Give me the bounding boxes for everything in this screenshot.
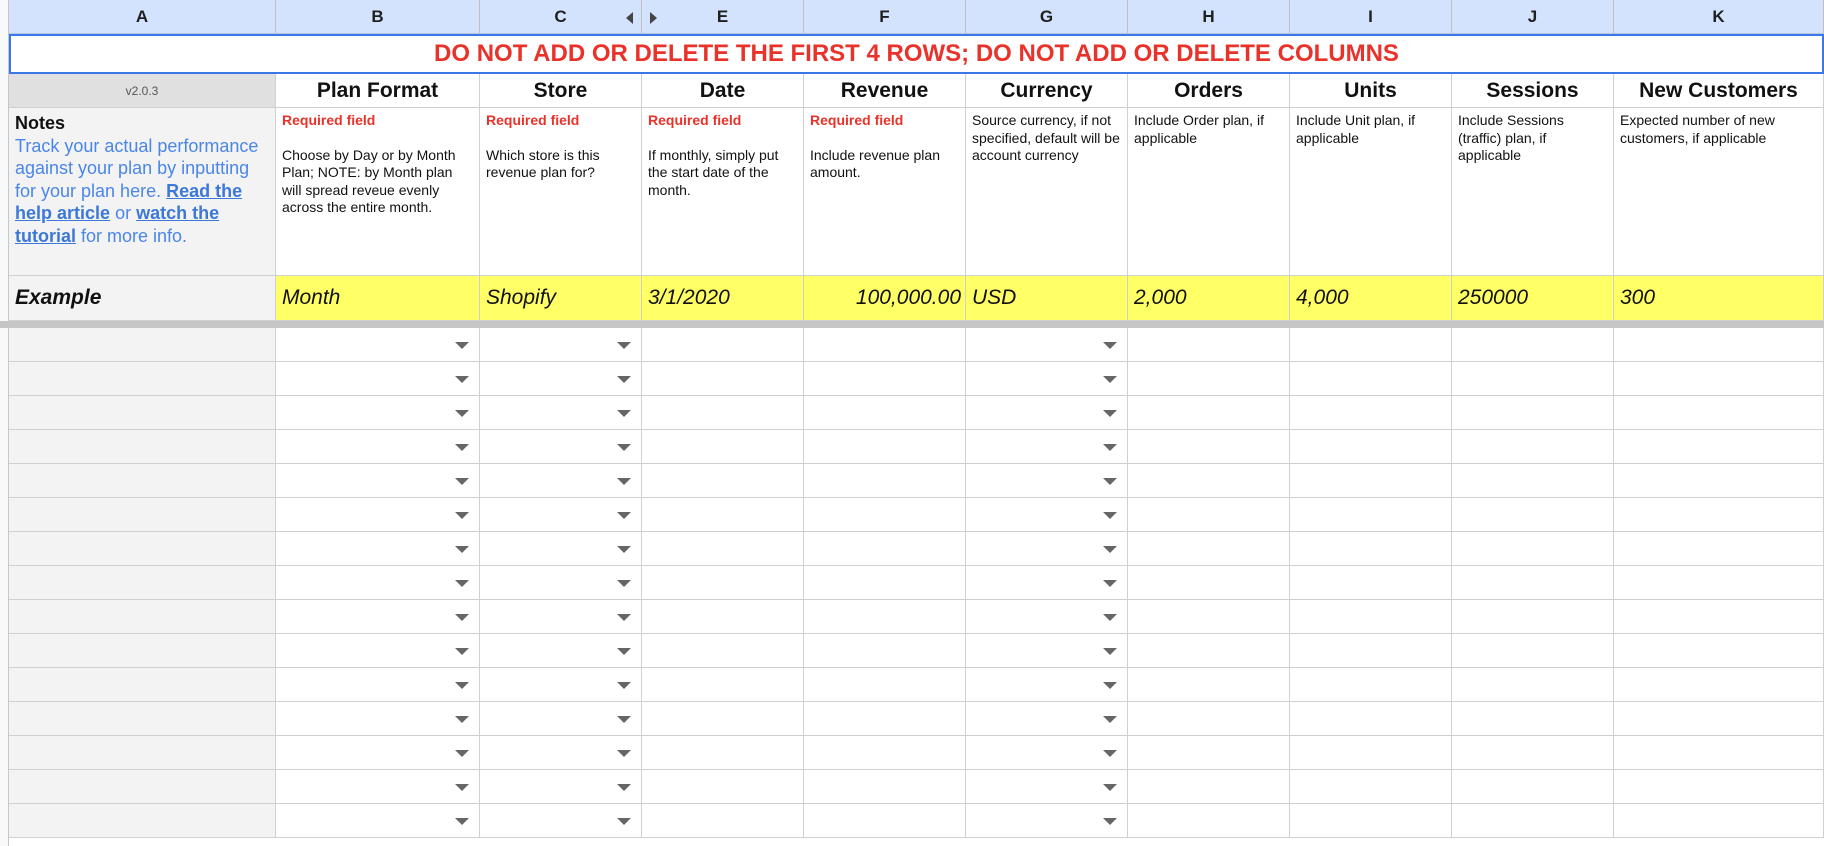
column-header-f[interactable]: F <box>804 0 966 34</box>
dropdown-arrow-icon[interactable] <box>1103 376 1117 383</box>
desc-sessions[interactable]: Include Sessions (traffic) plan, if applicable <box>1452 108 1614 276</box>
header-currency[interactable]: Currency <box>966 74 1128 108</box>
desc-date-text: If monthly, simply put the start date of the month. <box>648 146 779 198</box>
dropdown-arrow-icon[interactable] <box>1103 342 1117 349</box>
row-cell-store[interactable] <box>480 736 642 770</box>
row-cell-plan-format[interactable] <box>276 804 480 838</box>
row-cell-date[interactable] <box>642 702 804 736</box>
column-header-e[interactable] <box>642 0 804 34</box>
dropdown-arrow-icon[interactable] <box>1103 818 1117 825</box>
row-cell-plan-format[interactable] <box>276 532 480 566</box>
example-units[interactable]: 4,000 <box>1290 276 1452 321</box>
desc-revenue-text: Include revenue plan amount. <box>810 146 940 180</box>
dropdown-arrow-icon[interactable] <box>617 614 631 621</box>
tutorial-link[interactable]: watch the tutorial <box>15 203 220 246</box>
header-sessions[interactable]: Sessions <box>1452 74 1614 108</box>
row-cell-new-customers[interactable] <box>1614 600 1824 634</box>
dropdown-arrow-icon[interactable] <box>455 410 469 417</box>
row-cell-currency[interactable] <box>966 464 1128 498</box>
row-cell-units[interactable] <box>1290 736 1452 770</box>
row-cell-new-customers[interactable] <box>1614 770 1824 804</box>
dropdown-arrow-icon[interactable] <box>617 444 631 451</box>
desc-revenue[interactable] <box>804 108 966 276</box>
row-cell-orders[interactable] <box>1128 328 1290 362</box>
row-cell-plan-format[interactable] <box>276 566 480 600</box>
dropdown-arrow-icon[interactable] <box>1103 478 1117 485</box>
dropdown-arrow-icon[interactable] <box>1103 648 1117 655</box>
row-cell-plan-format[interactable] <box>276 668 480 702</box>
dropdown-arrow-icon[interactable] <box>617 682 631 689</box>
row-cell-date[interactable] <box>642 600 804 634</box>
row-cell-date[interactable] <box>642 464 804 498</box>
row-cell-a[interactable] <box>9 430 276 464</box>
header-plan-format[interactable]: Plan Format <box>276 74 480 108</box>
column-header-i[interactable]: I <box>1290 0 1452 34</box>
dropdown-arrow-icon[interactable] <box>1103 682 1117 689</box>
row-cell-a[interactable] <box>9 600 276 634</box>
notes-or: or <box>115 203 132 223</box>
desc-date[interactable] <box>642 108 804 276</box>
row-cell-currency[interactable] <box>966 804 1128 838</box>
dropdown-arrow-icon[interactable] <box>455 614 469 621</box>
row-cell-orders[interactable] <box>1128 566 1290 600</box>
hidden-column-left-arrow-icon[interactable] <box>626 12 633 24</box>
required-field-label: Required field <box>648 112 742 128</box>
example-label[interactable]: Example <box>9 276 276 321</box>
dropdown-arrow-icon[interactable] <box>1103 784 1117 791</box>
row-cell-revenue[interactable] <box>804 328 966 362</box>
header-orders[interactable]: Orders <box>1128 74 1290 108</box>
row-cell-plan-format[interactable] <box>276 362 480 396</box>
row-cell-orders[interactable] <box>1128 396 1290 430</box>
row-cell-date[interactable] <box>642 532 804 566</box>
dropdown-arrow-icon[interactable] <box>455 512 469 519</box>
row-cell-plan-format[interactable] <box>276 702 480 736</box>
row-cell-date[interactable] <box>642 668 804 702</box>
row-cell-currency[interactable] <box>966 430 1128 464</box>
row-cell-units[interactable] <box>1290 566 1452 600</box>
dropdown-arrow-icon[interactable] <box>1103 512 1117 519</box>
header-date[interactable]: Date <box>642 74 804 108</box>
row-cell-currency[interactable] <box>966 566 1128 600</box>
row-cell-plan-format[interactable] <box>276 736 480 770</box>
row-cell-plan-format[interactable] <box>276 498 480 532</box>
dropdown-arrow-icon[interactable] <box>617 376 631 383</box>
row-cell-sessions[interactable] <box>1452 396 1614 430</box>
dropdown-arrow-icon[interactable] <box>617 512 631 519</box>
required-field-label: Required field <box>486 112 580 128</box>
example-store[interactable]: Shopify <box>480 276 642 321</box>
required-field-label: Required field <box>282 112 376 128</box>
dropdown-arrow-icon[interactable] <box>1103 444 1117 451</box>
row-cell-sessions[interactable] <box>1452 362 1614 396</box>
dropdown-arrow-icon[interactable] <box>617 410 631 417</box>
row-cell-a[interactable] <box>9 736 276 770</box>
row-cell-units[interactable] <box>1290 770 1452 804</box>
dropdown-arrow-icon[interactable] <box>455 784 469 791</box>
row-cell-orders[interactable] <box>1128 430 1290 464</box>
row-cell-store[interactable] <box>480 702 642 736</box>
column-header-e-label: E <box>716 6 729 26</box>
row-cell-date[interactable] <box>642 634 804 668</box>
column-header-c[interactable] <box>480 0 642 34</box>
row-cell-sessions[interactable] <box>1452 532 1614 566</box>
row-cell-a[interactable] <box>9 804 276 838</box>
row-cell-store[interactable] <box>480 430 642 464</box>
row-cell-store[interactable] <box>480 396 642 430</box>
row-cell-a[interactable] <box>9 702 276 736</box>
row-cell-new-customers[interactable] <box>1614 634 1824 668</box>
row-cell-plan-format[interactable] <box>276 600 480 634</box>
desc-orders[interactable]: Include Order plan, if applicable <box>1128 108 1290 276</box>
row-cell-revenue[interactable] <box>804 770 966 804</box>
row-cell-sessions[interactable] <box>1452 668 1614 702</box>
dropdown-arrow-icon[interactable] <box>455 750 469 757</box>
dropdown-arrow-icon[interactable] <box>455 648 469 655</box>
dropdown-arrow-icon[interactable] <box>455 478 469 485</box>
row-cell-new-customers[interactable] <box>1614 328 1824 362</box>
warning-banner[interactable]: DO NOT ADD OR DELETE THE FIRST 4 ROWS; DO NOT ADD OR DELETE COLUMNS <box>9 34 1824 74</box>
dropdown-arrow-icon[interactable] <box>455 580 469 587</box>
required-field-label: Required field <box>810 112 904 128</box>
row-cell-orders[interactable] <box>1128 770 1290 804</box>
row-cell-sessions[interactable] <box>1452 804 1614 838</box>
desc-plan-format[interactable] <box>276 108 480 276</box>
row-cell-date[interactable] <box>642 430 804 464</box>
example-plan-format[interactable]: Month <box>276 276 480 321</box>
notes-more-info: for more info. <box>81 225 188 246</box>
dropdown-arrow-icon[interactable] <box>1103 410 1117 417</box>
header-revenue[interactable]: Revenue <box>804 74 966 108</box>
row-cell-units[interactable] <box>1290 600 1452 634</box>
dropdown-arrow-icon[interactable] <box>455 818 469 825</box>
row-cell-new-customers[interactable] <box>1614 464 1824 498</box>
row-cell-sessions[interactable] <box>1452 328 1614 362</box>
dropdown-arrow-icon[interactable] <box>617 342 631 349</box>
row-cell-currency[interactable] <box>966 328 1128 362</box>
row-cell-store[interactable] <box>480 600 642 634</box>
row-cell-store[interactable] <box>480 668 642 702</box>
row-cell-store[interactable] <box>480 328 642 362</box>
row-cell-sessions[interactable] <box>1452 566 1614 600</box>
dropdown-arrow-icon[interactable] <box>1103 580 1117 587</box>
row-cell-units[interactable] <box>1290 464 1452 498</box>
row-cell-plan-format[interactable] <box>276 396 480 430</box>
dropdown-arrow-icon[interactable] <box>1103 614 1117 621</box>
column-header-g[interactable]: G <box>966 0 1128 34</box>
notes-cell[interactable] <box>9 108 276 276</box>
row-cell-revenue[interactable] <box>804 600 966 634</box>
dropdown-arrow-icon[interactable] <box>617 750 631 757</box>
dropdown-arrow-icon[interactable] <box>455 546 469 553</box>
row-cell-store[interactable] <box>480 804 642 838</box>
dropdown-arrow-icon[interactable] <box>617 546 631 553</box>
row-cell-revenue[interactable] <box>804 396 966 430</box>
row-cell-revenue[interactable] <box>804 464 966 498</box>
row-cell-new-customers[interactable] <box>1614 702 1824 736</box>
header-new-customers[interactable]: New Customers <box>1614 74 1824 108</box>
row-cell-revenue[interactable] <box>804 566 966 600</box>
row-cell-store[interactable] <box>480 566 642 600</box>
example-new-customers[interactable]: 300 <box>1614 276 1824 321</box>
row-cell-new-customers[interactable] <box>1614 430 1824 464</box>
row-cell-a[interactable] <box>9 498 276 532</box>
row-cell-revenue[interactable] <box>804 532 966 566</box>
row-cell-plan-format[interactable] <box>276 430 480 464</box>
row-cell-a[interactable] <box>9 328 276 362</box>
example-date[interactable]: 3/1/2020 <box>642 276 804 321</box>
column-header-a[interactable]: A <box>9 0 276 34</box>
row-cell-store[interactable] <box>480 634 642 668</box>
row-cell-units[interactable] <box>1290 668 1452 702</box>
row-cell-store[interactable] <box>480 770 642 804</box>
header-store[interactable]: Store <box>480 74 642 108</box>
row-cell-orders[interactable] <box>1128 600 1290 634</box>
dropdown-arrow-icon[interactable] <box>617 818 631 825</box>
row-cell-sessions[interactable] <box>1452 702 1614 736</box>
row-cell-currency[interactable] <box>966 702 1128 736</box>
row-cell-orders[interactable] <box>1128 498 1290 532</box>
row-cell-sessions[interactable] <box>1452 430 1614 464</box>
row-cell-a[interactable] <box>9 566 276 600</box>
row-cell-units[interactable] <box>1290 430 1452 464</box>
row-cell-units[interactable] <box>1290 396 1452 430</box>
row-cell-orders[interactable] <box>1128 668 1290 702</box>
row-cell-orders[interactable] <box>1128 464 1290 498</box>
row-cell-date[interactable] <box>642 396 804 430</box>
row-cell-a[interactable] <box>9 396 276 430</box>
dropdown-arrow-icon[interactable] <box>455 682 469 689</box>
version-label[interactable]: v2.0.3 <box>9 74 276 108</box>
row-cell-revenue[interactable] <box>804 668 966 702</box>
row-cell-revenue[interactable] <box>804 736 966 770</box>
column-header-c-label: C <box>554 6 567 26</box>
row-cell-new-customers[interactable] <box>1614 362 1824 396</box>
row-cell-sessions[interactable] <box>1452 736 1614 770</box>
row-cell-currency[interactable] <box>966 600 1128 634</box>
dropdown-arrow-icon[interactable] <box>617 648 631 655</box>
row-cell-revenue[interactable] <box>804 362 966 396</box>
dropdown-arrow-icon[interactable] <box>617 716 631 723</box>
row-cell-orders[interactable] <box>1128 634 1290 668</box>
row-cell-orders[interactable] <box>1128 532 1290 566</box>
row-cell-currency[interactable] <box>966 736 1128 770</box>
row-cell-plan-format[interactable] <box>276 770 480 804</box>
row-cell-a[interactable] <box>9 770 276 804</box>
row-cell-a[interactable] <box>9 362 276 396</box>
column-header-k[interactable]: K <box>1614 0 1824 34</box>
row-cell-revenue[interactable] <box>804 634 966 668</box>
row-cell-date[interactable] <box>642 566 804 600</box>
row-cell-orders[interactable] <box>1128 736 1290 770</box>
dropdown-arrow-icon[interactable] <box>617 784 631 791</box>
row-cell-units[interactable] <box>1290 804 1452 838</box>
row-cell-revenue[interactable] <box>804 804 966 838</box>
desc-store-text: Which store is this revenue plan for? <box>486 146 600 180</box>
dropdown-arrow-icon[interactable] <box>1103 716 1117 723</box>
row-cell-date[interactable] <box>642 362 804 396</box>
row-cell-units[interactable] <box>1290 634 1452 668</box>
row-cell-date[interactable] <box>642 770 804 804</box>
row-cell-date[interactable] <box>642 328 804 362</box>
row-cell-units[interactable] <box>1290 532 1452 566</box>
row-cell-revenue[interactable] <box>804 430 966 464</box>
row-cell-new-customers[interactable] <box>1614 532 1824 566</box>
help-article-link[interactable]: Read the help article <box>15 180 243 223</box>
row-cell-date[interactable] <box>642 736 804 770</box>
row-cell-new-customers[interactable] <box>1614 396 1824 430</box>
column-header-h[interactable]: H <box>1128 0 1290 34</box>
row-cell-orders[interactable] <box>1128 702 1290 736</box>
row-cell-new-customers[interactable] <box>1614 804 1824 838</box>
notes-text: Track your actual performance against your plan by inputting for your plan here. <box>15 135 259 201</box>
row-cell-currency[interactable] <box>966 668 1128 702</box>
row-cell-date[interactable] <box>642 804 804 838</box>
row-cell-currency[interactable] <box>966 532 1128 566</box>
desc-units[interactable]: Include Unit plan, if applicable <box>1290 108 1452 276</box>
dropdown-arrow-icon[interactable] <box>1103 750 1117 757</box>
row-cell-currency[interactable] <box>966 362 1128 396</box>
desc-store[interactable] <box>480 108 642 276</box>
row-cell-store[interactable] <box>480 498 642 532</box>
row-cell-new-customers[interactable] <box>1614 668 1824 702</box>
row-cell-store[interactable] <box>480 362 642 396</box>
row-cell-a[interactable] <box>9 634 276 668</box>
row-gutter <box>0 0 9 846</box>
row-cell-date[interactable] <box>642 498 804 532</box>
example-orders[interactable]: 2,000 <box>1128 276 1290 321</box>
dropdown-arrow-icon[interactable] <box>455 342 469 349</box>
row-cell-orders[interactable] <box>1128 362 1290 396</box>
example-revenue[interactable]: 100,000.00 <box>804 276 966 321</box>
row-cell-a[interactable] <box>9 532 276 566</box>
row-cell-units[interactable] <box>1290 498 1452 532</box>
row-cell-a[interactable] <box>9 668 276 702</box>
example-sessions[interactable]: 250000 <box>1452 276 1614 321</box>
row-cell-new-customers[interactable] <box>1614 566 1824 600</box>
row-cell-new-customers[interactable] <box>1614 498 1824 532</box>
notes-title: Notes <box>15 113 66 133</box>
row-cell-sessions[interactable] <box>1452 464 1614 498</box>
row-cell-sessions[interactable] <box>1452 498 1614 532</box>
hidden-column-right-arrow-icon[interactable] <box>650 12 657 24</box>
row-cell-sessions[interactable] <box>1452 600 1614 634</box>
row-cell-units[interactable] <box>1290 362 1452 396</box>
dropdown-arrow-icon[interactable] <box>617 478 631 485</box>
row-cell-units[interactable] <box>1290 702 1452 736</box>
row-cell-currency[interactable] <box>966 396 1128 430</box>
example-currency[interactable]: USD <box>966 276 1128 321</box>
row-cell-currency[interactable] <box>966 634 1128 668</box>
dropdown-arrow-icon[interactable] <box>617 580 631 587</box>
row-cell-a[interactable] <box>9 464 276 498</box>
row-cell-units[interactable] <box>1290 328 1452 362</box>
row-cell-sessions[interactable] <box>1452 770 1614 804</box>
row-cell-revenue[interactable] <box>804 702 966 736</box>
header-units[interactable]: Units <box>1290 74 1452 108</box>
dropdown-arrow-icon[interactable] <box>455 376 469 383</box>
row-cell-plan-format[interactable] <box>276 328 480 362</box>
row-cell-plan-format[interactable] <box>276 464 480 498</box>
row-cell-plan-format[interactable] <box>276 634 480 668</box>
column-header-b[interactable]: B <box>276 0 480 34</box>
column-header-j[interactable]: J <box>1452 0 1614 34</box>
dropdown-arrow-icon[interactable] <box>455 716 469 723</box>
dropdown-arrow-icon[interactable] <box>455 444 469 451</box>
row-cell-store[interactable] <box>480 532 642 566</box>
frozen-rows-divider[interactable] <box>0 321 1824 328</box>
desc-currency[interactable]: Source currency, if not specified, default will be account currency <box>966 108 1128 276</box>
row-cell-currency[interactable] <box>966 770 1128 804</box>
row-cell-new-customers[interactable] <box>1614 736 1824 770</box>
dropdown-arrow-icon[interactable] <box>1103 546 1117 553</box>
row-cell-currency[interactable] <box>966 498 1128 532</box>
row-cell-revenue[interactable] <box>804 498 966 532</box>
row-cell-orders[interactable] <box>1128 804 1290 838</box>
desc-plan-format-text: Choose by Day or by Month Plan; NOTE: by Month plan will spread reveue evenly across the entire month. <box>282 146 456 215</box>
desc-new-customers[interactable]: Expected number of new customers, if applicable <box>1614 108 1824 276</box>
row-cell-store[interactable] <box>480 464 642 498</box>
row-cell-sessions[interactable] <box>1452 634 1614 668</box>
